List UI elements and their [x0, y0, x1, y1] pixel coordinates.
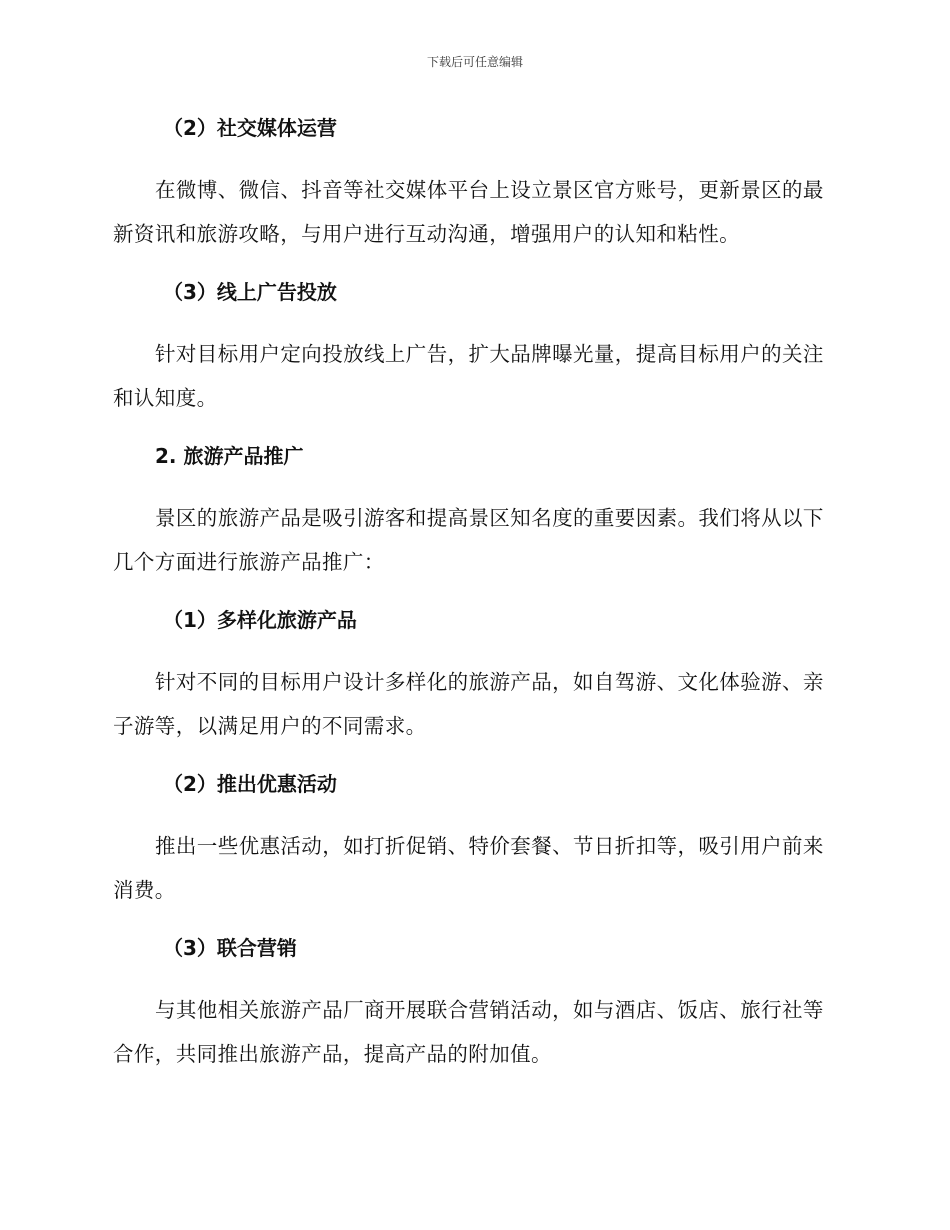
section-heading-online-ads: （3）线上广告投放 [163, 280, 337, 304]
document-body [113, 110, 837, 1076]
section-heading-joint-marketing: （3）联合营销 [163, 936, 297, 960]
paragraph-diversified-products: 针对不同的目标用户设计多样化的旅游产品，如自驾游、文化体验游、亲子游等，以满足用户的不同需求。 [113, 670, 824, 738]
paragraph-product-promotion: 景区的旅游产品是吸引游客和提高景区知名度的重要因素。我们将从以下几个方面进行旅游产品推广： [113, 506, 824, 574]
section-heading-social-media: （2）社交媒体运营 [163, 116, 337, 140]
page-header: 下载后可任意编辑 [426, 55, 523, 69]
paragraph-joint-marketing: 与其他相关旅游产品厂商开展联合营销活动，如与酒店、饭店、旅行社等合作，共同推出旅游产品，提高产品的附加值。 [113, 998, 824, 1066]
section-heading-diversified-products: （1）多样化旅游产品 [163, 608, 357, 632]
section-heading-product-promotion: 2. 旅游产品推广 [155, 444, 304, 468]
section-heading-promotions: （2）推出优惠活动 [163, 772, 337, 796]
paragraph-social-media: 在微博、微信、抖音等社交媒体平台上设立景区官方账号，更新景区的最新资讯和旅游攻略，与用户进行互动沟通，增强用户的认知和粘性。 [113, 178, 824, 246]
paragraph-online-ads: 针对目标用户定向投放线上广告，扩大品牌曝光量，提高目标用户的关注和认知度。 [113, 342, 824, 410]
paragraph-promotions: 推出一些优惠活动，如打折促销、特价套餐、节日折扣等，吸引用户前来消费。 [113, 834, 824, 902]
